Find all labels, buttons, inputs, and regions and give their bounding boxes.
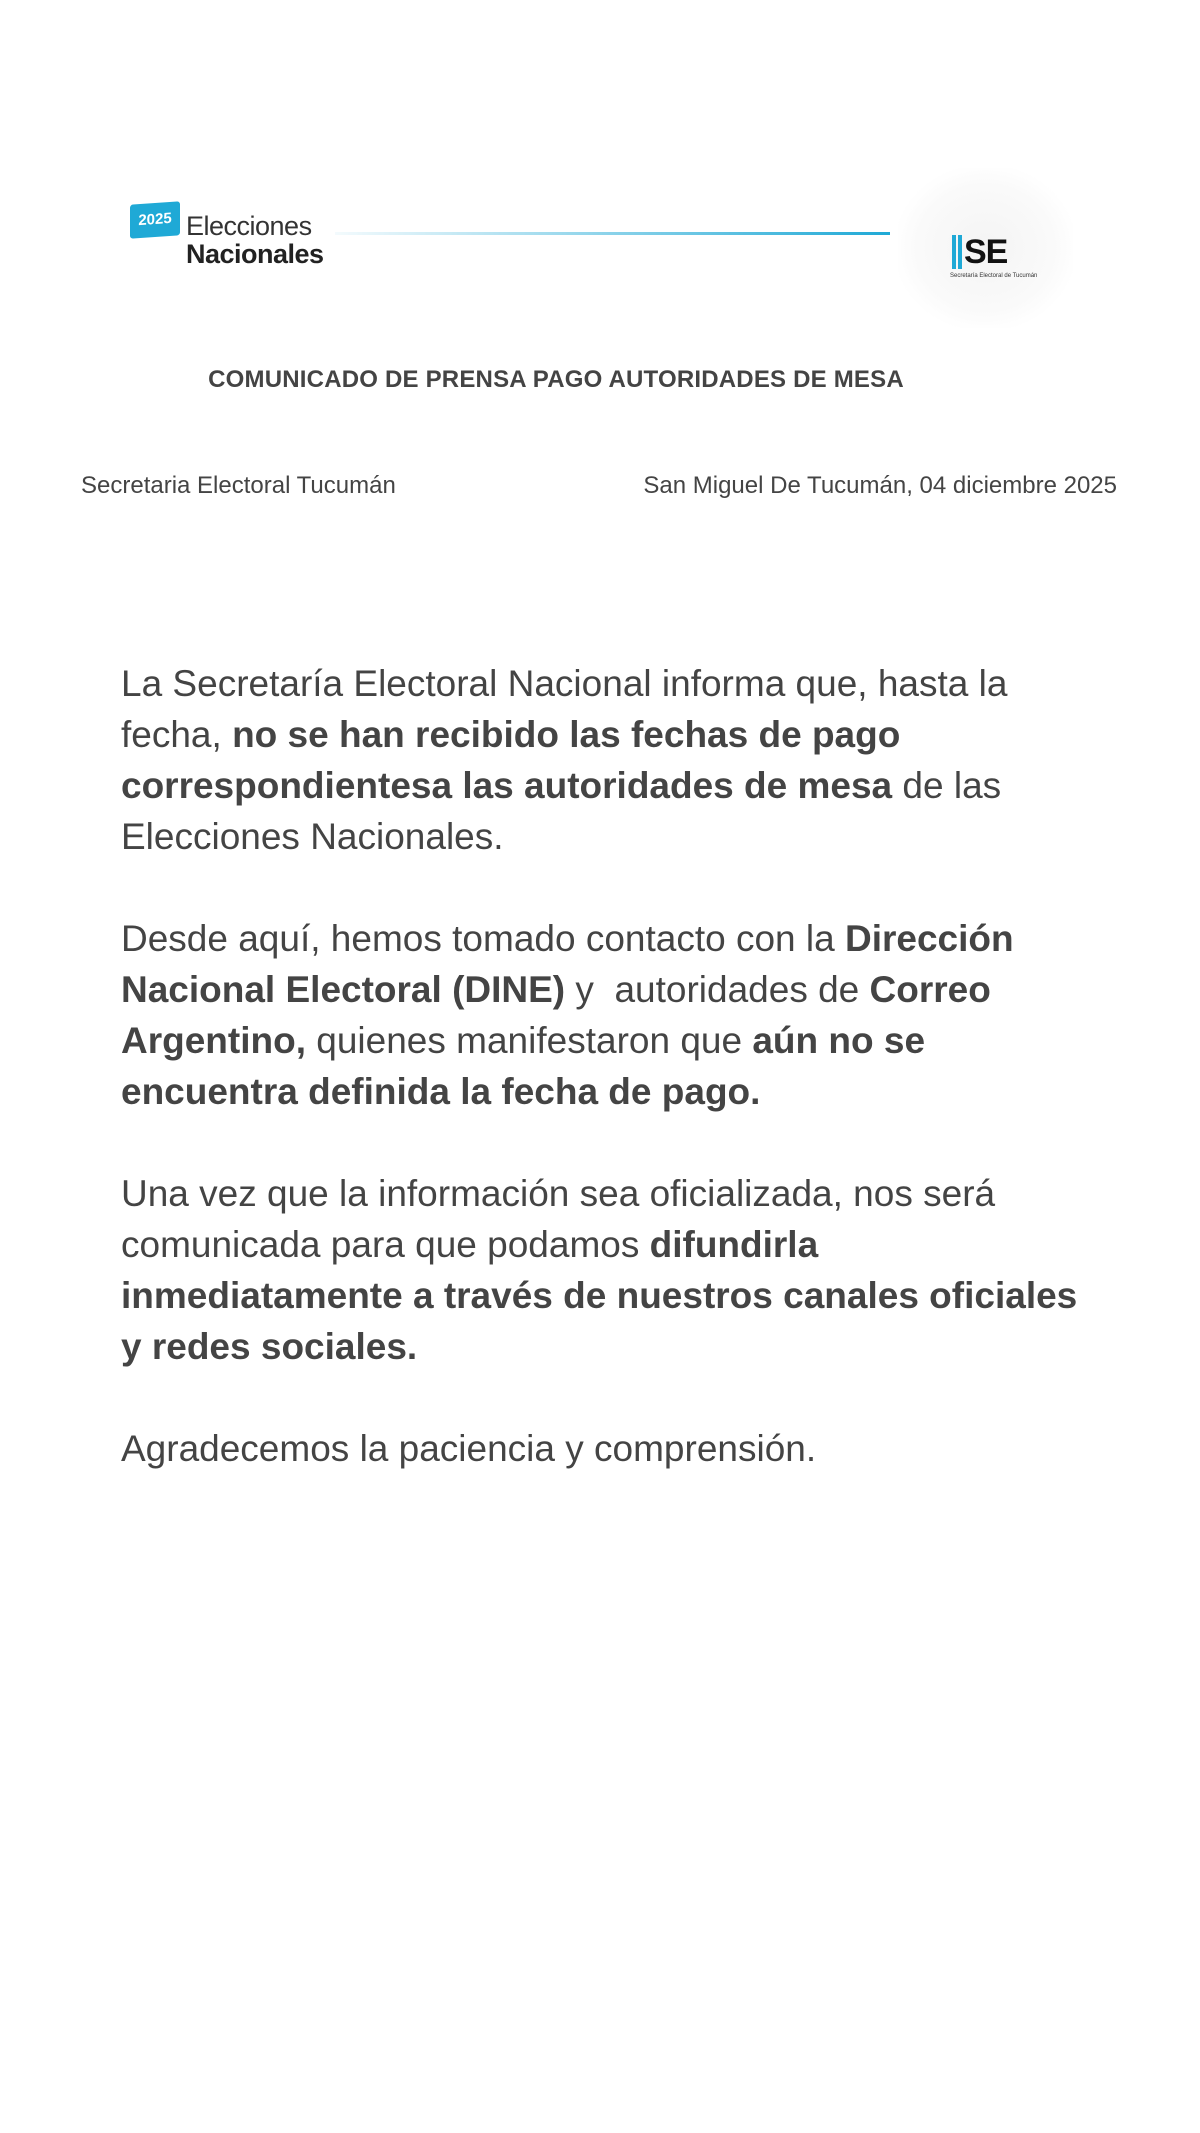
p1-text-a: La Secretaría Electoral Nacional informa que, hasta la fecha, — [121, 663, 1008, 755]
press-release-body — [121, 658, 1101, 1525]
paragraph-1 — [121, 658, 1101, 862]
secretaria-electoral-logo — [898, 168, 1073, 328]
logo-bar-icon — [952, 235, 956, 269]
p2-text-e: quienes manifestaron que — [305, 1020, 753, 1061]
document-title: COMUNICADO DE PRENSA PAGO AUTORIDADES DE MESA — [208, 366, 904, 393]
logo-bar-icon — [958, 235, 962, 269]
p1-text-c: de las Elecciones Nacionales. — [121, 765, 1002, 857]
issuer: Secretaria Electoral Tucumán — [81, 472, 396, 499]
year-badge: 2025 — [130, 201, 180, 238]
paragraph-2 — [121, 913, 1101, 1117]
elecciones-nacionales-logo — [130, 203, 350, 273]
document-header — [0, 0, 1200, 340]
p1-bold-b: no se han recibido las fechas de pago correspondientesa las autoridades de mesa — [121, 714, 901, 806]
se-logo-subtitle: Secretaría Electoral de Tucumán — [950, 273, 1038, 279]
header-divider — [335, 232, 890, 235]
logo-line-nacionales: Nacionales — [186, 239, 324, 269]
p2-bold-b: Dirección Nacional Electoral (DINE) — [121, 918, 1014, 1010]
se-logo-mark — [950, 233, 1038, 283]
p3-text-a: Una vez que la información sea oficializada, nos será comunicada para que podamos — [121, 1173, 996, 1265]
se-logo-text: SE — [964, 233, 1008, 271]
logo-line-elecciones: Elecciones — [186, 211, 312, 241]
p2-bold-f: aún no se encuentra definida la fecha de pago. — [121, 1020, 926, 1112]
place-date: San Miguel De Tucumán, 04 diciembre 2025 — [643, 472, 1117, 499]
paragraph-3 — [121, 1168, 1101, 1372]
p2-bold-d: Correo Argentino, — [121, 969, 991, 1061]
p2-text-c: y autoridades de — [565, 969, 870, 1010]
p3-bold-b: difundirla inmediatamente a través de nuestros canales oficiales y redes sociales. — [121, 1224, 1078, 1367]
paragraph-4: Agradecemos la paciencia y comprensión. — [121, 1428, 817, 1469]
p2-text-a: Desde aquí, hemos tomado contacto con la — [121, 918, 845, 959]
